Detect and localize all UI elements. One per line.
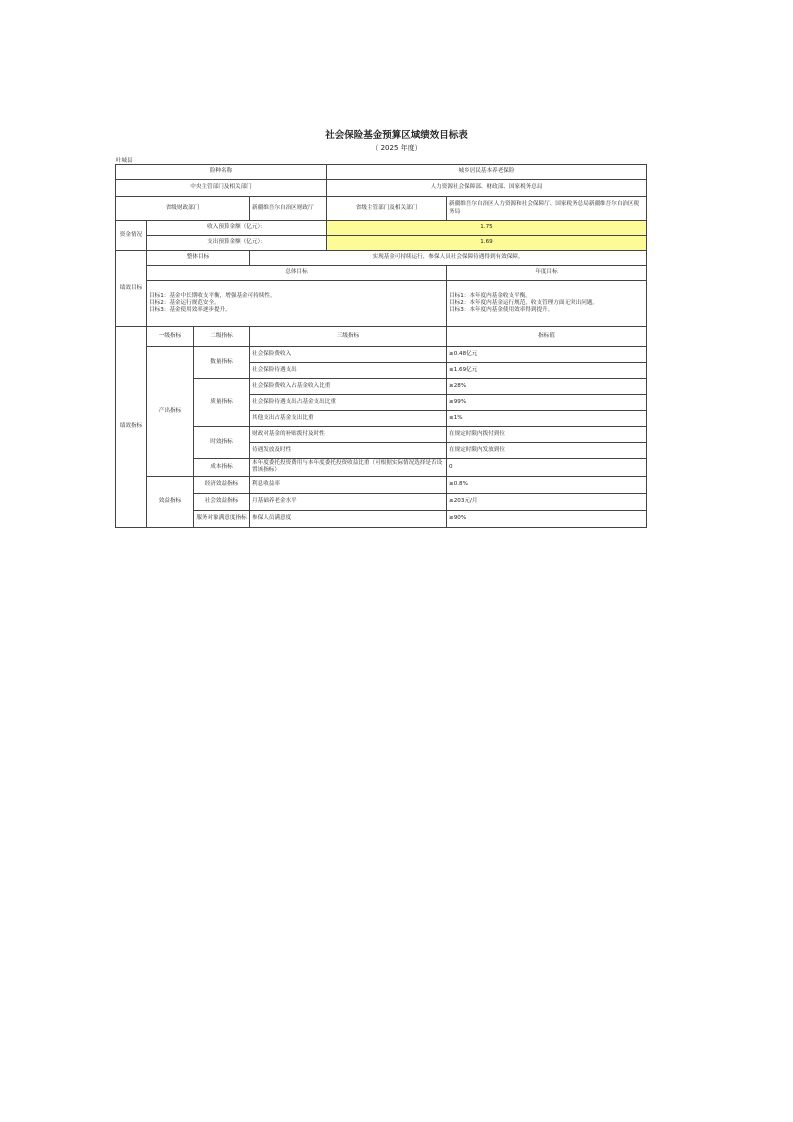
annual-goal-line: 目标2：本年度内基金运行规范，收支管理方面无突出问题。: [449, 299, 599, 306]
cost-indicator-label: 成本指标: [194, 459, 250, 477]
total-goal-text: [147, 281, 447, 327]
performance-target-table: [115, 164, 647, 528]
indicator-name: 月基础养老金水平: [250, 493, 447, 510]
level1-header: 一级指标: [147, 327, 194, 347]
annual-goal-header: 年度目标: [447, 266, 647, 281]
table-row: [116, 476, 647, 493]
indicator-name: 利息收益率: [250, 476, 447, 493]
goals-section-label: 绩效目标: [116, 251, 147, 327]
expense-row: [116, 236, 647, 251]
income-row: [116, 221, 647, 236]
indicator-value: ≥99%: [447, 395, 647, 411]
indicator-value: ≥0.8%: [447, 476, 647, 493]
funds-section-label: 资金情况: [116, 221, 147, 251]
indicator-value: ≥203元/月: [447, 493, 647, 510]
table-row: [116, 379, 647, 395]
indicator-name: 社会保险费收入占基金收入比重: [250, 379, 447, 395]
indicator-name: 社会保险待遇支出占基金支出比重: [250, 395, 447, 411]
prov-dept-value: 新疆维吾尔自治区人力资源和社会保障厅、国家税务总局新疆维吾尔自治区税务局: [447, 197, 647, 221]
indicators-section-label: 绩效指标: [116, 327, 147, 528]
indicator-value: 在规定时限内拨付到位: [447, 427, 647, 443]
prov-finance-value: 新疆维吾尔自治区财政厅: [250, 197, 327, 221]
level3-header: 三级指标: [250, 327, 447, 347]
insurance-row: [116, 165, 647, 180]
income-label: 收入预算金额（亿元）：: [147, 221, 327, 236]
indicator-value: ≥0.48亿元: [447, 347, 647, 363]
indicator-name: 其他支出占基金支出比重: [250, 411, 447, 427]
indicator-value: ≤1.69亿元: [447, 363, 647, 379]
economic-indicator-label: 经济效益指标: [194, 476, 250, 493]
indicator-name: 社会保险费收入: [250, 347, 447, 363]
satisfaction-indicator-label: 服务对象满意度指标: [194, 510, 250, 527]
county-label: 叶城县: [116, 158, 133, 164]
indicator-header-row: [116, 327, 647, 347]
indicator-value: 在规定时限内发放到位: [447, 443, 647, 459]
table-row: [116, 510, 647, 527]
table-row: [116, 459, 647, 477]
indicator-name: 财政对基金的补贴拨付及时性: [250, 427, 447, 443]
indicator-value: ≥28%: [447, 379, 647, 395]
indicator-value: 0: [447, 459, 647, 477]
annual-goal-text: [447, 281, 647, 327]
total-goal-line: 目标3：基金使用效率逐步提升。: [149, 307, 231, 314]
total-goal-header: 总体目标: [147, 266, 447, 281]
table-row: [116, 493, 647, 510]
overall-goal-row: [116, 251, 647, 266]
table-row: [116, 427, 647, 443]
income-value: 1.75: [327, 221, 647, 236]
value-header: 指标值: [447, 327, 647, 347]
annual-goal-line: 目标3：本年度内基金使用效率得到提升。: [449, 307, 554, 314]
timeliness-indicator-label: 时效指标: [194, 427, 250, 459]
central-dept-label: 中央主管部门及相关部门: [116, 180, 327, 197]
year-subtitle: （ 2025 年度）: [371, 144, 422, 152]
benefit-indicator-label: 效益指标: [147, 476, 194, 527]
indicator-name: 本年度委托投资费用与本年度委托投资收益比重（可根据实际情况选择是否设置该指标）: [250, 459, 447, 477]
central-dept-value: 人力资源社会保障部、财政部、国家税务总局: [327, 180, 647, 197]
total-goal-line: 目标1：基金中长期收支平衡，增强基金可持续性。: [149, 292, 276, 299]
page-title: 社会保险基金预算区域绩效目标表: [325, 130, 468, 141]
prov-finance-label: 省级财政部门: [116, 197, 250, 221]
table-row: [116, 347, 647, 363]
expense-value: 1.69: [327, 236, 647, 251]
annual-goal-line: 目标1：本年度内基金收支平衡。: [449, 292, 531, 299]
indicator-name: 社会保险待遇支出: [250, 363, 447, 379]
quantity-indicator-label: 数量指标: [194, 347, 250, 379]
indicator-name: 待遇发放及时性: [250, 443, 447, 459]
indicator-name: 参保人员满意度: [250, 510, 447, 527]
expense-label: 支出预算金额（亿元）：: [147, 236, 327, 251]
central-dept-row: [116, 180, 647, 197]
quality-indicator-label: 质量指标: [194, 379, 250, 427]
indicator-value: ≥90%: [447, 510, 647, 527]
goal-header-row: [116, 266, 647, 281]
indicator-value: ≤1%: [447, 411, 647, 427]
output-indicator-label: 产出指标: [147, 347, 194, 477]
overall-goal-label: 整体目标: [147, 251, 250, 266]
insurance-label: 险种名称: [116, 165, 327, 180]
total-goal-line: 目标2：基金运行规范安全。: [149, 299, 220, 306]
goal-detail-row: [116, 281, 647, 327]
level2-header: 二级指标: [194, 327, 250, 347]
prov-dept-label: 省级主管部门及相关部门: [327, 197, 447, 221]
social-indicator-label: 社会效益指标: [194, 493, 250, 510]
overall-goal-value: 实现基金可持续运行，参保人员社会保障待遇得到有效保障。: [250, 251, 647, 266]
provincial-row: [116, 197, 647, 221]
insurance-value: 城乡居民基本养老保险: [327, 165, 647, 180]
